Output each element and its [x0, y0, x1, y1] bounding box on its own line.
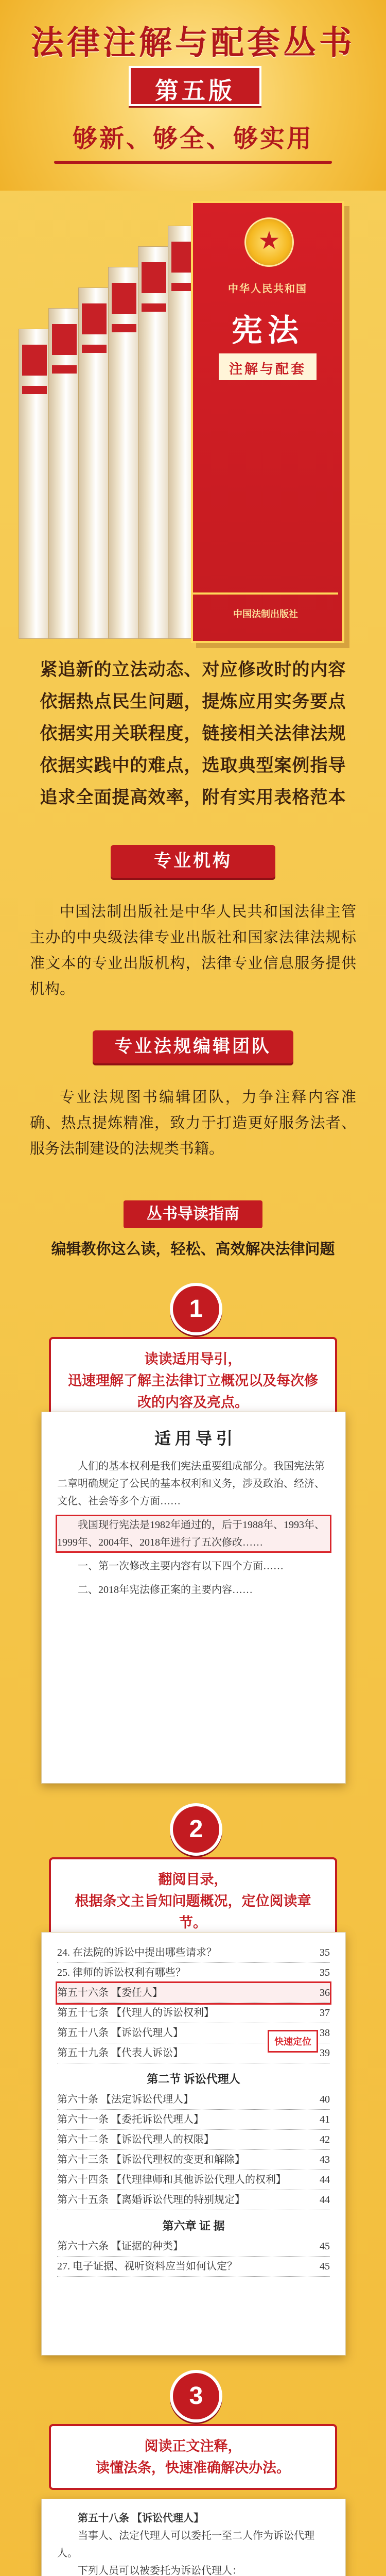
feature-item: 依据热点民生问题，提炼应用实务要点 — [40, 692, 346, 711]
book-spine — [108, 267, 140, 639]
sheet-line: 下列人员可以被委托为诉讼代理人： — [78, 2565, 242, 2576]
slogan-underline — [54, 161, 332, 164]
edition-badge — [129, 66, 261, 106]
tip-line: 读懂法条，快速准确解决办法。 — [96, 2460, 290, 2476]
section-team — [93, 1030, 293, 1063]
toc-row: 第六十一条 【委托诉讼代理人】 41 — [57, 2110, 330, 2130]
cover-subtitle: 注解与配套 — [229, 362, 306, 377]
toc-row: 第六十六条 【证据的种类】 45 — [57, 2236, 330, 2257]
tip-line: 翻阅目录， — [158, 1872, 228, 1887]
section-guide — [124, 1200, 262, 1228]
section-guide-label: 丛书导读指南 — [147, 1206, 239, 1223]
toc-row: 第六十二条 【诉讼代理人的权限】 42 — [57, 2130, 330, 2150]
book-spine — [48, 308, 80, 639]
toc-row: 第六十四条 【代理律师和其他诉讼代理人的权利】 44 — [57, 2170, 330, 2190]
toc-row: 27. 电子证据、视听资料应当如何认定？ 45 — [57, 2257, 330, 2277]
institution-text: 中国法制出版社是中华人民共和国法律主管主办的中央级法律专业出版社和国家法律法规标准文本的专业出版机构，法律专业信息服务提供机构。 — [30, 904, 356, 997]
tip-marker: 1 — [170, 1283, 222, 1335]
toc-row: 第六十条 【法定诉讼代理人】 40 — [57, 2090, 330, 2110]
sheet-line: 当事人、法定代理人可以委托一至二人作为诉讼代理人。 — [57, 2530, 314, 2559]
toc-row: 24. 在法院的诉讼中提出哪些请求？ 35 — [57, 1943, 330, 1963]
feature-item: 追求全面提高效率，附有实用表格范本 — [40, 788, 346, 807]
cover-press: 中国法制出版社 — [233, 609, 298, 619]
tip-line: 阅读正文注释， — [144, 2438, 242, 2454]
toc-row: 第五十九条 【代表人诉讼】 39 — [57, 2043, 330, 2063]
series-title: 法律注解与配套丛书 — [31, 25, 355, 61]
toc-row: 第五十七条 【代理人的诉讼权利】 37 — [57, 2003, 330, 2023]
book-spine — [78, 287, 110, 639]
tip-line: 迅速理解了解主法律订立概况以及每次修改的内容及亮点。 — [68, 1373, 318, 1410]
tip-marker: 3 — [170, 2370, 222, 2422]
toc-heading: 第六章 证 据 — [162, 2219, 225, 2232]
sample-page-guide — [41, 1412, 346, 1784]
tip-line: 根据条文主旨知问题概况，定位阅读章节。 — [75, 1893, 311, 1930]
sample-page-toc — [41, 1932, 346, 2355]
toc-row: 25. 律师的诉讼权利有哪些？ 35 — [57, 1963, 330, 1983]
guide-line: 编辑教你这么读，轻松、高效解决法律问题 — [51, 1241, 335, 1258]
toc-row: 第五十八条 【诉讼代理人】 38 — [57, 2023, 330, 2043]
feature-item: 依据实用关联程度，链接相关法律法规 — [40, 724, 346, 743]
sheet-line: 人们的基本权利是我们宪法重要组成部分。我国宪法第二章明确规定了公民的基本权利和义务，涉及政治、经济、文化、社会等多个方面…… — [57, 1461, 325, 1507]
cover-title: 宪法 — [232, 314, 304, 348]
feature-list — [36, 654, 350, 814]
cover-publisher-line: 中华人民共和国 — [228, 283, 307, 295]
sheet-line: 我国现行宪法是1982年通过的，后于1988年、1993年、1999年、2004年、2018年进行了五次修改…… — [57, 1516, 330, 1551]
slogan: 够新、够全、够实用 — [72, 125, 313, 152]
sheet-line: 第五十八条 【诉讼代理人】 — [78, 2513, 204, 2524]
quick-locate-tag: 快速定位 — [268, 2030, 318, 2053]
sheet-line: 一、第一次修改主要内容有以下四个方面…… — [78, 1561, 284, 1572]
edition-text: 第五版 — [155, 78, 235, 104]
book-spine — [19, 329, 50, 639]
section-institution — [111, 845, 275, 878]
cover-subtitle-box — [219, 353, 317, 380]
toc-row: 第六十三条 【诉讼代理权的变更和解除】 43 — [57, 2150, 330, 2170]
national-emblem-icon: ★ — [244, 217, 294, 267]
sample-page-annotation — [41, 2499, 346, 2576]
book-stack-illustration — [19, 185, 369, 639]
sheet-title: 适 用 导 引 — [154, 1429, 233, 1448]
toc-row: 第六十五条 【离婚诉讼代理的特别规定】 44 — [57, 2190, 330, 2210]
feature-item: 依据实践中的难点，选取典型案例指导 — [40, 756, 346, 775]
tip-marker: 2 — [170, 1803, 222, 1856]
team-text: 专业法规图书编辑团队，力争注释内容准确、热点提炼精准，致力于打造更好服务法者、服务法制建设的法规类书籍。 — [30, 1089, 356, 1157]
book-spine — [138, 246, 170, 639]
cover-band — [193, 592, 338, 595]
toc-heading: 第二节 诉讼代理人 — [147, 2073, 240, 2086]
book-cover — [191, 201, 344, 643]
feature-item: 紧追新的立法动态、对应修改时的内容 — [40, 660, 346, 680]
sheet-line: 二、2018年宪法修正案的主要内容…… — [78, 1584, 253, 1596]
section-team-label: 专业法规编辑团队 — [115, 1037, 271, 1056]
toc-row: 第五十六条 【委任人】 36 — [57, 1983, 330, 2003]
tip-line: 读读适用导引， — [144, 1351, 242, 1367]
section-institution-label: 专业机构 — [154, 852, 232, 871]
tip-card — [49, 2424, 337, 2490]
